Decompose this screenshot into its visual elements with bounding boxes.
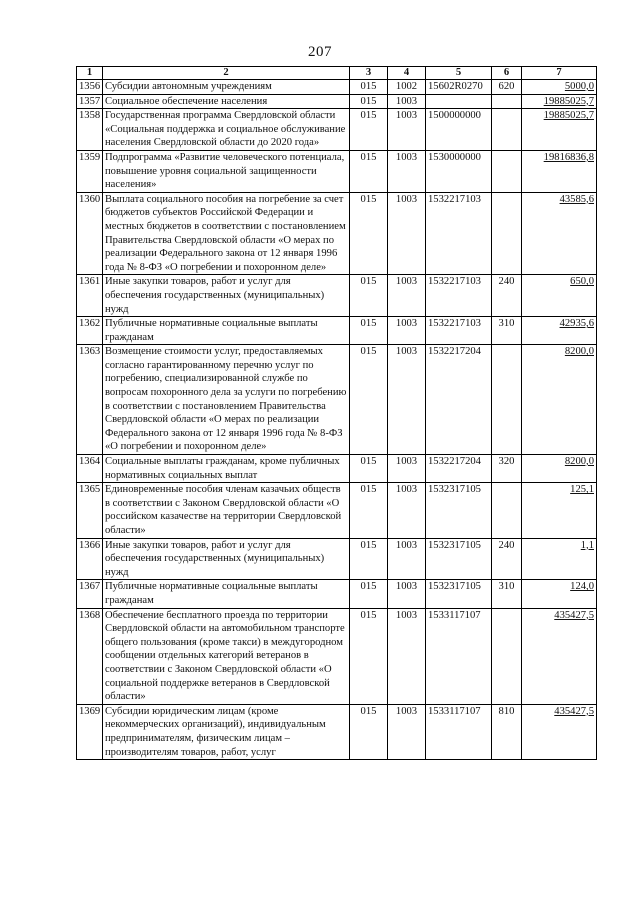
table-row	[77, 80, 597, 95]
row-amount	[522, 608, 597, 704]
table-row	[77, 317, 597, 345]
row-amount	[522, 80, 597, 95]
row-number: 1358	[77, 109, 103, 151]
page-number: 207	[308, 44, 332, 60]
row-number: 1357	[77, 94, 103, 109]
row-name: Подпрограмма «Развитие человеческого потенциала, повышение уровня социальной защищенности населения»	[103, 150, 350, 192]
table-header	[77, 67, 597, 80]
row-name: Социальные выплаты гражданам, кроме публичных нормативных социальных выплат	[103, 455, 350, 483]
row-code-3: 015	[350, 80, 388, 95]
row-code-4: 1003	[388, 608, 426, 704]
row-amount	[522, 704, 597, 759]
row-name: Субсидии автономным учреждениям	[103, 80, 350, 95]
row-number: 1367	[77, 580, 103, 608]
amount-value: 435427,5	[554, 609, 594, 621]
table-row	[77, 109, 597, 151]
row-code-6: 320	[492, 455, 522, 483]
amount-value: 124,0	[570, 581, 594, 593]
row-number: 1368	[77, 608, 103, 704]
row-code-6	[492, 608, 522, 704]
header-col-2: 2	[103, 67, 350, 80]
row-code-4: 1003	[388, 192, 426, 275]
table-row	[77, 94, 597, 109]
row-number: 1362	[77, 317, 103, 345]
row-amount	[522, 345, 597, 455]
row-code-4: 1003	[388, 483, 426, 538]
header-col-4: 4	[388, 67, 426, 80]
row-code-4: 1003	[388, 275, 426, 317]
table-row	[77, 345, 597, 455]
row-name: Публичные нормативные социальные выплаты гражданам	[103, 580, 350, 608]
row-amount	[522, 109, 597, 151]
row-code-3: 015	[350, 704, 388, 759]
row-code-4: 1003	[388, 345, 426, 455]
row-code-4: 1003	[388, 455, 426, 483]
header-col-1: 1	[77, 67, 103, 80]
row-name: Возмещение стоимости услуг, предоставляемых согласно гарантированному перечню услуг по погребению, специализированной службе по вопросам похоронного дела за услуги по погребению в соответствии с постановлением Правительства Свердловской области «О мерах по реализации Федерального закона от 12 января 1996 года № 8-ФЗ «О погребении и похоронном деле»	[103, 345, 350, 455]
row-code-3: 015	[350, 608, 388, 704]
row-code-6: 240	[492, 275, 522, 317]
row-code-5: 1532217103	[426, 317, 492, 345]
header-col-3: 3	[350, 67, 388, 80]
row-name: Иные закупки товаров, работ и услуг для обеспечения государственных (муниципальных) нужд	[103, 275, 350, 317]
row-code-5: 1532217103	[426, 192, 492, 275]
row-code-6	[492, 345, 522, 455]
amount-value: 43585,6	[559, 193, 594, 205]
row-code-6: 310	[492, 317, 522, 345]
amount-value: 650,0	[570, 276, 594, 288]
row-number: 1366	[77, 538, 103, 580]
row-number: 1361	[77, 275, 103, 317]
row-code-5: 1530000000	[426, 150, 492, 192]
row-code-3: 015	[350, 345, 388, 455]
row-code-6: 620	[492, 80, 522, 95]
row-code-4: 1003	[388, 94, 426, 109]
row-code-5: 1532317105	[426, 483, 492, 538]
table-row	[77, 275, 597, 317]
row-code-3: 015	[350, 275, 388, 317]
row-code-5: 15602R0270	[426, 80, 492, 95]
row-code-3: 015	[350, 109, 388, 151]
amount-value: 5000,0	[564, 81, 594, 92]
row-code-4: 1003	[388, 704, 426, 759]
row-number: 1356	[77, 80, 103, 95]
amount-value: 435427,5	[554, 705, 594, 717]
row-code-5: 1532317105	[426, 538, 492, 580]
amount-value: 19885025,7	[543, 110, 594, 122]
row-amount	[522, 455, 597, 483]
table-row	[77, 455, 597, 483]
row-code-5: 1533117107	[426, 608, 492, 704]
amount-value: 19816836,8	[543, 151, 594, 163]
row-amount	[522, 483, 597, 538]
row-code-4: 1003	[388, 538, 426, 580]
amount-value: 8200,0	[564, 456, 594, 468]
row-code-3: 015	[350, 538, 388, 580]
header-col-7: 7	[522, 67, 597, 80]
row-number: 1359	[77, 150, 103, 192]
header-col-6: 6	[492, 67, 522, 80]
table-row	[77, 192, 597, 275]
amount-value: 19885025,7	[543, 95, 594, 107]
table-body	[77, 80, 597, 760]
row-code-4: 1002	[388, 80, 426, 95]
table-row	[77, 150, 597, 192]
row-code-5: 1500000000	[426, 109, 492, 151]
row-amount	[522, 150, 597, 192]
row-number: 1365	[77, 483, 103, 538]
row-code-3: 015	[350, 580, 388, 608]
row-amount	[522, 538, 597, 580]
row-name: Социальное обеспечение населения	[103, 94, 350, 109]
amount-value: 42935,6	[559, 318, 594, 330]
row-amount	[522, 275, 597, 317]
table-row	[77, 580, 597, 608]
row-amount	[522, 94, 597, 109]
table-row	[77, 483, 597, 538]
row-code-4: 1003	[388, 580, 426, 608]
amount-value: 1,1	[580, 539, 594, 551]
row-code-6	[492, 192, 522, 275]
row-name: Иные закупки товаров, работ и услуг для обеспечения государственных (муниципальных) нужд	[103, 538, 350, 580]
row-code-5: 1532317105	[426, 580, 492, 608]
row-code-4: 1003	[388, 150, 426, 192]
table-row	[77, 704, 597, 759]
row-code-3: 015	[350, 150, 388, 192]
row-code-6	[492, 150, 522, 192]
header-col-5: 5	[426, 67, 492, 80]
row-code-6	[492, 94, 522, 109]
row-number: 1364	[77, 455, 103, 483]
row-amount	[522, 192, 597, 275]
row-name: Государственная программа Свердловской области «Социальная поддержка и социальное обслуживание населения Свердловской области до 2020 года»	[103, 109, 350, 151]
table-row	[77, 538, 597, 580]
row-number: 1369	[77, 704, 103, 759]
row-number: 1360	[77, 192, 103, 275]
row-code-6: 240	[492, 538, 522, 580]
row-name: Выплата социального пособия на погребение за счет бюджетов субъектов Российской Федерации и местных бюджетов в соответствии с постановлением Правительства Свердловской области «О мерах по реализации Федерального закона от 12 января 1996 года № 8-ФЗ «О погребении и похоронном деле»	[103, 192, 350, 275]
row-code-5	[426, 94, 492, 109]
table-row	[77, 608, 597, 704]
row-code-6: 310	[492, 580, 522, 608]
row-code-3: 015	[350, 483, 388, 538]
row-code-6: 810	[492, 704, 522, 759]
row-code-6	[492, 109, 522, 151]
row-code-3: 015	[350, 94, 388, 109]
row-name: Публичные нормативные социальные выплаты гражданам	[103, 317, 350, 345]
amount-value: 8200,0	[564, 346, 594, 358]
row-name: Обеспечение бесплатного проезда по территории Свердловской области на автомобильном транспорте общего пользования (кроме такси) в междугородном сообщении отдельных категорий ветеранов в соответствии с Законом Свердловской области «О социальной поддержке ветеранов в Свердловской области»	[103, 608, 350, 704]
row-code-6	[492, 483, 522, 538]
row-code-3: 015	[350, 192, 388, 275]
amount-value: 125,1	[570, 484, 594, 496]
row-code-4: 1003	[388, 109, 426, 151]
row-number: 1363	[77, 345, 103, 455]
row-code-5: 1533117107	[426, 704, 492, 759]
row-amount	[522, 317, 597, 345]
row-code-5: 1532217204	[426, 455, 492, 483]
row-code-5: 1532217204	[426, 345, 492, 455]
row-name: Единовременные пособия членам казачьих обществ в соответствии с Законом Свердловской области «О российском казачестве на территории Свердловской области»	[103, 483, 350, 538]
row-name: Субсидии юридическим лицам (кроме некоммерческих организаций), индивидуальным предпринимателям, физическим лицам – производителям товаров, работ, услуг	[103, 704, 350, 759]
row-code-4: 1003	[388, 317, 426, 345]
row-code-3: 015	[350, 317, 388, 345]
row-code-3: 015	[350, 455, 388, 483]
row-amount	[522, 580, 597, 608]
budget-table	[76, 66, 597, 760]
row-code-5: 1532217103	[426, 275, 492, 317]
header-row	[77, 67, 597, 80]
